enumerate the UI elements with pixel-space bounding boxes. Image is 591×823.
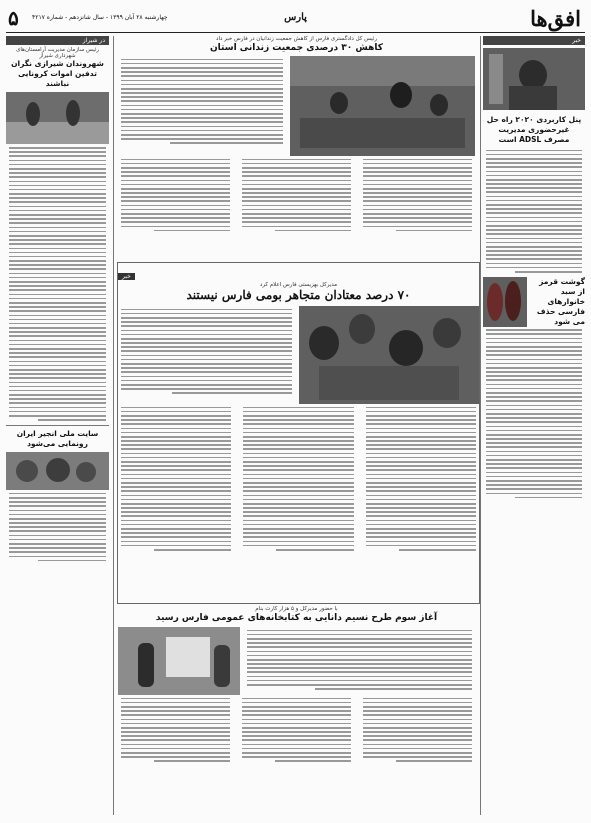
middle-story [117,262,480,604]
fig-photo [6,452,109,490]
page-header [6,6,585,33]
bottom-story-headline: آغاز سوم طرح نسیم دانایی به کتابخانه‌های عمومی فارس رسید [155,613,438,623]
top-story-lede [118,56,286,156]
right-column [483,36,585,815]
dateline: چهارشنبه ۲۸ آبان ۱۳۹۹ - سال شانزدهم - شماره ۴۲۱۷ [32,14,168,21]
middle-story-lede [118,306,295,404]
bottom-story-lede [244,627,475,695]
courtroom-photo [290,56,475,156]
right-story2-body [483,329,585,498]
section-title: پارس [284,12,307,23]
library-photo [118,627,240,695]
middle-story-columns [118,404,479,553]
top-story [118,36,475,261]
left-story2-body [6,493,109,562]
bottom-story-columns [118,695,475,765]
page-number: ۵ [8,6,19,30]
cemetery-photo [6,92,109,144]
right-column-tag: خبر [483,36,585,45]
middle-story-kicker: مدیرکل بهزیستی فارس اعلام کرد [259,282,338,288]
left-column-tag: در شیراز [6,36,109,45]
left-story1-headline: شهروندان شیرازی نگران تدفین اموات کرونایی نباشند [11,59,104,88]
bottom-story-kicker: با حضور مدیرکل و ۵ هزار کارت بنام [255,606,338,612]
left-column [6,36,109,815]
newspaper-logo: افق‌ها [530,6,581,31]
top-story-kicker: رئیس کل دادگستری فارس از کاهش جمعیت زندانیان در فارس خبر داد [216,36,377,42]
addicts-photo [299,306,479,404]
right-headline: پنل کاربردی ۲۰۲۰ راه حل غیرحضوری مدیریت مصرف ADSL است [486,115,582,144]
left-story1-kicker: رئیس سازمان مدیریت آرامستان‌های شهرداری شیراز [16,47,99,59]
bottom-story [118,606,475,815]
middle-story-headline: ۷۰ درصد معتادان متجاهر بومی فارس نیستند [186,288,411,302]
right-story-body [483,150,585,273]
meat-photo [483,277,527,327]
top-story-columns [118,156,475,234]
left-story2-headline: سایت ملی انجیر ایران رونمایی می‌شود [6,425,109,449]
official-photo [483,48,585,110]
middle-story-tag: خبر [118,273,135,280]
top-story-headline: کاهش ۳۰ درصدی جمعیت زندانی استان [210,43,383,53]
right-story2-headline: گوشت قرمز از سبد خانوارهای فارسی حذف می شود [536,276,585,326]
left-story1-body [6,147,109,421]
